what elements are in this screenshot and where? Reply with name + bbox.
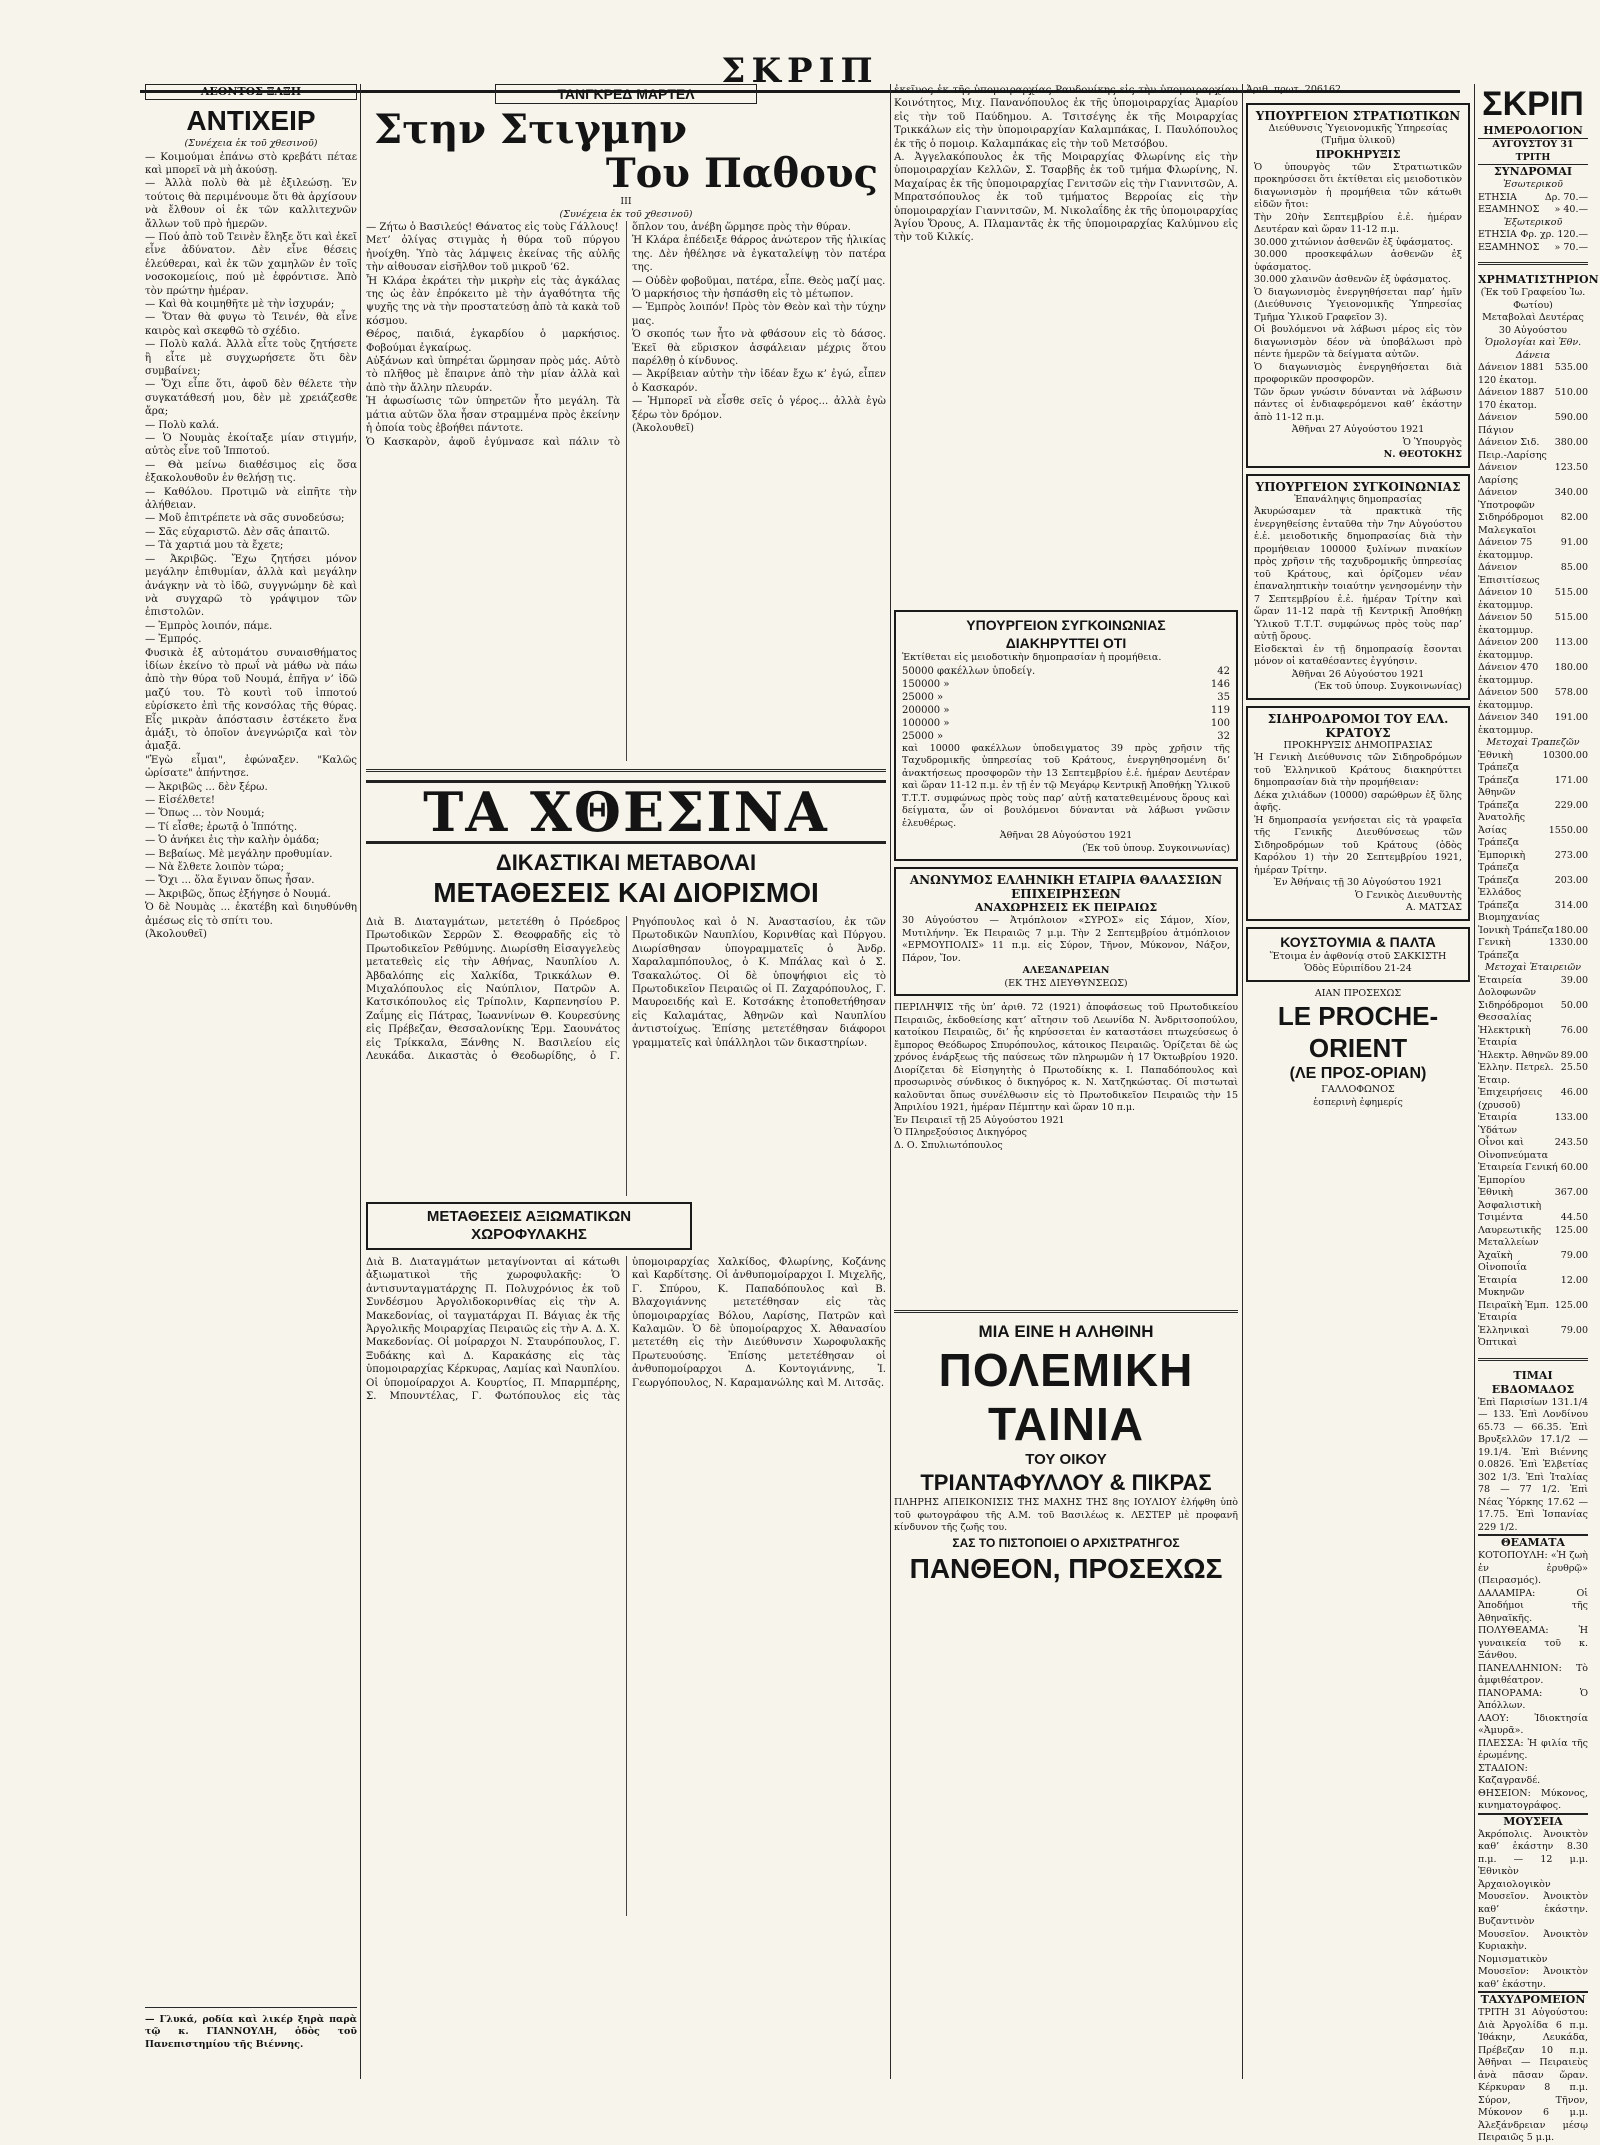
table-row bbox=[1478, 1062, 1588, 1087]
calendar-column bbox=[1478, 84, 1599, 2143]
table-cell: Ἑταιρία Μυκηνῶν bbox=[1478, 1274, 1525, 1298]
film-ad-title: ΠΟΛΕΜΙΚΗ ΤΑΙΝΙΑ bbox=[938, 1344, 1194, 1450]
table-cell: 125.00 bbox=[1554, 1224, 1588, 1236]
ministry-comm-body: Ἀκυρώσαμεν τὰ πρακτικὰ τῆς ἐνεργηθείσης ἐνταῦθα τὴν 7ην Αὐγούστου ἐ.ἐ. μειοδοτικῆς δημοπρασίας διὰ τὴν προμήθειαν 100000 ξυλίνων πινακίων πρὸς χρῆσιν τῆς ταχυδρομικῆς ὑπηρεσίας τοῦ Κράτους, καὶ ὁρίζομεν νέαν ἐπαναληπτικὴν τοιαύτην γενησομένην τὴν 7 Σεπτεμβρίου ἐ.ἐ. ἡμέραν Τρίτην καὶ ὥραν 11-12 παρὰ τῇ Κεντρικῇ Ἀποθήκῃ Ὑλικοῦ Τ.Τ.Τ. συμφώνως πρὸς τοὺς παρ’ αὐτῇ ὅρους. Εἰσδεκταὶ ἐν τῇ δημοπρασίᾳ ἔσονται μόνον οἱ καταθέσαντες ἐγγύησιν. bbox=[1254, 506, 1462, 667]
table-row bbox=[1478, 937, 1588, 962]
table-cell: Τράπεζα Ἑλλάδος bbox=[1478, 874, 1522, 898]
table-cell: 200000 » bbox=[902, 704, 950, 716]
novel-subtitle: (Συνέχεια ἐκ τοῦ χθεσινοῦ) bbox=[559, 208, 693, 220]
table-row bbox=[1478, 1325, 1588, 1350]
table-cell: ΕΞΑΜΗΝΟΣ bbox=[1478, 241, 1540, 253]
newspaper-ad-sub: (ΛΕ ΠΡΟΣ-ΟΡΙΑΝ) bbox=[1289, 1065, 1427, 1082]
table-cell: Ἐθνικὴ Τράπεζα bbox=[1478, 749, 1520, 773]
table-cell: » 70.— bbox=[1554, 241, 1588, 253]
table-row bbox=[1478, 192, 1588, 205]
exchange-date: Μεταβολαὶ Δευτέρας 30 Αὐγούστου bbox=[1482, 312, 1584, 336]
table-cell: Ἰονικὴ Τράπεζα bbox=[1478, 924, 1554, 936]
table-row bbox=[1478, 1187, 1588, 1212]
divider bbox=[894, 1310, 1238, 1313]
serial-antixeir bbox=[145, 84, 361, 2079]
section-subhead-2: ΜΕΤΑΘΕΣΕΙΣ ΚΑΙ ΔΙΟΡΙΣΜΟΙ bbox=[433, 877, 819, 908]
table-cell: Δάνειον 470 ἑκατομμυρ. bbox=[1478, 662, 1539, 686]
table-cell: 12.00 bbox=[1560, 1274, 1588, 1286]
film-ad-header: ΜΙΑ ΕΙΝΕ Η ΑΛΗΘΙΝΗ bbox=[978, 1322, 1154, 1341]
table-row bbox=[1478, 875, 1588, 900]
table-cell: Ἐπιχειρήσεις (χρυσοῦ) bbox=[1478, 1087, 1543, 1111]
ministry-war-notice bbox=[1246, 103, 1470, 468]
film-ad-sub2: ΤΡΙΑΝΤΑΦΥΛΛΟΥ & ΠΙΚΡΑΣ bbox=[920, 1470, 1212, 1495]
table-cell: 273.00 bbox=[1554, 849, 1588, 861]
table-cell: 123.50 bbox=[1554, 462, 1588, 473]
table-row bbox=[1478, 487, 1588, 512]
shipping-company-contact-sub: (ΕΚ ΤΗΣ ΔΙΕΥΘΥΝΣΕΩΣ) bbox=[1004, 977, 1128, 989]
clothing-ad-body: Ἕτοιμα ἐν ἀφθονίᾳ στοῦ ΣΑΚΚΙΣΤΗ Ὁδὸς Εὐριπίδου 21-24 bbox=[1269, 950, 1447, 974]
table-row bbox=[1478, 1300, 1588, 1325]
postal-tender-table bbox=[902, 665, 1230, 743]
table-row bbox=[1478, 775, 1588, 800]
table-row bbox=[1478, 1250, 1588, 1275]
novel-title-line2: Του Παθους bbox=[605, 150, 878, 197]
table-cell: 100000 » bbox=[902, 717, 950, 729]
third-column bbox=[894, 84, 1242, 2079]
column-rule bbox=[1242, 84, 1243, 2079]
column-rule bbox=[890, 84, 891, 2079]
postal-tender-sign: (Ἐκ τοῦ ὑπουρ. Συγκοινωνίας) bbox=[1082, 842, 1230, 854]
table-cell: Σιδηρόδρομοι Μαλεγκαῖοι bbox=[1478, 512, 1544, 536]
table-cell: Ἑταιρεία Γενική Ἐμπορίου bbox=[1478, 1162, 1558, 1186]
table-row bbox=[902, 665, 1230, 678]
table-cell: 42 bbox=[1217, 665, 1230, 677]
table-cell: 515.00 bbox=[1554, 587, 1588, 598]
police-continued: ἐκεῖνος ἐκ τῆς ὑπομοιραρχίας Ραυδονίκης εἰς τὴν ὑπομοιραρχίαν Κοινότητος, Μιχ. Πανανόπουλος ἐκ τῆς ὑπομοιραρχίας Ἀμαρίου εἰς τὴν τοῦ Παύδημου. Α. Τσιτσέγης ἐκ τῆς Μοιραρχίας Τρικκάλων εἰς τὴν ὑπομοιραρχίαν Καλαμπάκας, Ι. Παυλόπουλος ἐκ τῆς ὁ πομοιρ. Καλαμπάκας εἰς τὴν τοῦ Μετσόβου. Α. Ἀγγελακόπουλος ἐκ τῆς Μοιραρχίας Φλωρίνης εἰς τὴν ὑπομοιραρχίαν Κελλῶν, Σ. Τσαρβῆς ἐκ τοῦ τμήμα Φλωρίνης, Ν. Μαχαίρας ἐκ τῆς ὑπομοιραρχίας Γενιτσῶν εἰς τὴν Γιαννιτσῶν, Α. Μπρατσόπουλος ἐκ τοῦ τμήματος Βερροίας εἰς τὴν ὑπομοιραρχίαν Γιαννιτσῶν, Μ. Νικολαΐδης ἐκ τῆς ὑπομοιραρχίας Ἁγίου Ὄρους, Α. Πλαμαντᾶς ἐκ τῆς ὑπομοιραρχίας Καλύμνου εἰς τὴν τοῦ Κιλκίς. bbox=[894, 85, 1238, 244]
serial-body: — Κοιμούμαι ἐπάνω στὸ κρεβάτι πέταε καὶ μπορεῖ νὰ μὴ ἀκούσῃ. — Ἀλλὰ πολὺ θὰ μὲ ἐξιλεώσῃ. Ἐν τούτοις θὰ περιμένουμε ὅτι θὰ ἀρχίσουν νὰ ἔλθουν οἱ ἐκ τῶν καλλιτεχνῶν ἄλλων τοῦ πρὸ ἡμερῶν. — Πού ἀπὸ τοῦ Τεινὲν ἔληξε ὅτι καὶ ἐκεῖ εἶνε ἀδύνατον. Δὲν εἶνε θέσεις ἐλεύθεραι, καὶ ἐκ τῶν χαμηλῶν ἐν τοῖς νοσοκομείοις, πού μὲ ἐφρόντισε. Ἀπὸ τὸν πρώτην ἡμέραν. — Καὶ θὰ κοιμηθῆτε μὲ τὴν ἰσχυράν; — Ὅταν θὰ φυγω τὸ Τεινέν, θὰ εἶνε καιρὸς καὶ σκεφθῶ τὸ σχέδιο. — Πολὺ καλά. Ἀλλὰ εἶτε τοὺς ζητήσετε ἢ εἶτε μὲ συγχωρήσετε ὅτι δὲν συμβαίνει; — Ὅχι εἶπε ὅτι, ἀφοῦ δὲν θέλετε τὴν συγκατάθεσή μου, δὲν μὲ χρειάζεσθε ἄρα; — Πολὺ καλά. — Ὁ Νουμὰς ἐκοίταξε μίαν στιγμήν, αὐτὸς εἶνε τοῦ Ἱπποτού. — Θὰ μείνω διαθέσιμος εἰς ὅσα ἐξακολουθοῦν ἐν θελήσῃ τις. — Καθόλου. Προτιμῶ νὰ εἰπῆτε τὴν ἀλήθειαν. — Μοῦ ἐπιτρέπετε νὰ σᾶς συνοδεύσω; — Σᾶς εὐχαριστῶ. Δὲν σᾶς ἀπαιτῶ. — Τὰ χαρτιά μου τὰ ἔχετε; — Ἀκριβῶς. Ἔχω ζητήσει μόνον μεγάλην ἐπιθυμίαν, ἀλλὰ καὶ μεγάλην ἀνάγκην νὰ τὸ ἰδῶ, συγγνώμην δὲ καὶ νὰ συγχαρῶ τὸ γράψιμον τῶν ἐπιστολῶν. — Ἐμπρὸς λοιπόν, πάμε. — Ἐμπρός. Φυσικὰ ἐξ αὐτομάτου συναισθήματος ἰδίων ἐκείνο τὸ πρωΐ νὰ μάθω νὰ πάω ἀπὸ τὴν θύρα τοῦ Νουμά, ἐπῆγα ν’ ἰδῶ μαζύ του. Τὸ κουτὶ τοῦ ἱπποτού εὑρίσκετο ἐπὶ τῆς κονσόλας τῆς θύρας. Εἶς μικρὰν ἀπόστασιν ἐστέκετο ἕνα ἀμάξι, τὸ ὁποῖον ἀνεγνώριζα καὶ τὸν ἀμαξᾶ. "Ἐγὼ εἶμαι", ἐφώναξεν. "Καλῶς ὡρίσατε" ἀπήντησε. — Ἀκριβῶς ... δὲν ξέρω. — Εἰσέλθετε! — Ὅπως ... τὸν Νουμά; — Τί εἶσθε; ἐρωτᾷ ὁ Ἱππότης. — Ὁ ἀνήκει ἐις τὴν καλὴν ὁμάδα; — Βεβαίως. Μὲ μεγάλην προθυμίαν. — Νὰ ἔλθετε λοιπὸν τώρα; — Ὄχι ... ὅλα ἔγιναν ὅπως ἦσαν. — Ἀκριβῶς, ὅπως ἐξήγησε ὁ Νουμά. Ὁ δὲ Νουμὰς ... ἐκατέβη καὶ διηυθύνθη ἀμέσως εἰς τὸ σπίτι του. (Ἀκολουθεῖ) bbox=[145, 151, 357, 941]
table-cell: 60.00 bbox=[1560, 1162, 1588, 1173]
table-cell: Ἑλλην. Πετρελ. Ἑταιρ. bbox=[1478, 1062, 1554, 1086]
table-cell: Δάνειον Σιδ. Πειρ.-Λαρίσης bbox=[1478, 437, 1547, 461]
table-cell: 380.00 bbox=[1554, 437, 1588, 448]
banks-table bbox=[1478, 750, 1588, 963]
table-cell: Δάνειον 50 ἑκατομμυρ. bbox=[1478, 612, 1534, 636]
table-cell: 35 bbox=[1217, 691, 1230, 703]
companies-table bbox=[1478, 975, 1588, 1350]
table-row bbox=[1478, 229, 1588, 242]
film-ad-venue: ΠΑΝΘΕΟΝ, ΠΡΟΣΕΧΩΣ bbox=[909, 1552, 1223, 1584]
table-row bbox=[1478, 825, 1588, 850]
table-cell: ΕΤΗΣΙΑ bbox=[1478, 191, 1517, 203]
table-cell: 340.00 bbox=[1554, 487, 1588, 498]
section-banner: ΤΑ ΧΘΕΣΙΝΑ bbox=[366, 780, 886, 844]
table-cell: 578.00 bbox=[1554, 687, 1588, 698]
table-cell: 590.00 bbox=[1554, 412, 1588, 423]
table-row bbox=[1478, 687, 1588, 712]
gold-title: ΤΙΜΑΙ ΕΒΔΟΜΑΔΟΣ bbox=[1491, 1368, 1575, 1396]
table-row bbox=[1478, 750, 1588, 775]
film-ad-tag: ΣΑΣ ΤΟ ΠΙΣΤΟΠΟΙΕΙ Ο ΑΡΧΙΣΤΡΑΤΗΓΟΣ bbox=[952, 1535, 1180, 1550]
post-title: ΤΑΧΥΔΡΟΜΕΙΟΝ bbox=[1478, 1991, 1588, 2007]
table-cell: 1550.00 bbox=[1548, 824, 1588, 836]
calendar-sub: ΗΜΕΡΟΛΟΓΙΟΝ bbox=[1483, 124, 1583, 137]
table-row bbox=[1478, 512, 1588, 537]
film-ad-sub1: ΤΟΥ ΟΙΚΟΥ bbox=[1025, 1451, 1107, 1468]
table-row bbox=[1478, 587, 1588, 612]
postal-tender-intro: Ἐκτίθεται εἰς μειοδοτικὴν δημοπρασίαν ἡ προμήθεια. bbox=[902, 652, 1162, 663]
table-cell: 119 bbox=[1210, 704, 1230, 716]
table-cell: Ἀσίας Τράπεζα bbox=[1478, 824, 1520, 848]
exchange-sub: (Ἐκ τοῦ Γραφείου Ἰω. Φωτίου) bbox=[1480, 287, 1586, 311]
shipping-company-notice bbox=[894, 867, 1238, 996]
table-row bbox=[1478, 412, 1588, 437]
ministry-comm-date: Ἀθῆναι 26 Αὐγούστου 1921 bbox=[1291, 668, 1425, 680]
table-row bbox=[1478, 662, 1588, 687]
table-row bbox=[1478, 242, 1588, 255]
table-row bbox=[1478, 900, 1588, 925]
ministry-war-sign2: Ν. ΘΕΟΤΟΚΗΣ bbox=[1383, 449, 1462, 460]
table-cell: 515.00 bbox=[1554, 612, 1588, 623]
postal-tender-notice bbox=[894, 610, 1238, 861]
table-cell: Λαυρεωτικῆς Μεταλλείων bbox=[1478, 1224, 1542, 1248]
column-rule bbox=[360, 84, 361, 2079]
table-cell: Δάνειον 200 ἑκατομμυρ. bbox=[1478, 637, 1539, 661]
ministry-war-sub2: (Τμῆμα ὑλικοῦ) bbox=[1320, 135, 1396, 146]
masthead-title: ΣΚΡΙΠ bbox=[721, 51, 879, 91]
table-row bbox=[902, 691, 1230, 704]
table-cell: 44.50 bbox=[1560, 1212, 1588, 1223]
table-cell: 25000 » bbox=[902, 730, 944, 742]
museums-title: ΜΟΥΣΕΙΑ bbox=[1478, 1813, 1588, 1829]
table-cell: 76.00 bbox=[1560, 1024, 1588, 1036]
table-row bbox=[1478, 1137, 1588, 1162]
calendar-date: ΑΥΓΟΥΣΤΟΥ 31 ΤΡΙΤΗ bbox=[1478, 138, 1588, 165]
notice-text: — Γλυκά, ροδία καὶ λικέρ ξηρὰ παρὰ τῷ κ. ΓΙΑΝΝΟΥΛΗ, ὁδὸς τοῦ Πανεπιστημίου τῆς Βιέννης. bbox=[145, 2013, 361, 2050]
table-cell: Τράπεζα Ἀθηνῶν bbox=[1478, 774, 1520, 798]
table-row bbox=[1478, 562, 1588, 587]
table-cell: Ἐθνικὴ Ἀσφαλιστικὴ bbox=[1478, 1187, 1542, 1211]
table-row bbox=[1478, 800, 1588, 825]
table-row bbox=[1478, 1212, 1588, 1225]
table-cell: Ἑλληνικαὶ Ὀπτικαὶ bbox=[1478, 1324, 1530, 1348]
table-row bbox=[1478, 612, 1588, 637]
table-cell: 229.00 bbox=[1554, 799, 1588, 811]
serial-author: ΛΕΟΝΤΟΣ ΞΑΞΗ bbox=[145, 84, 357, 100]
main-column bbox=[366, 84, 890, 2079]
bonds-table bbox=[1478, 362, 1588, 737]
shipping-company-sub: ΑΝΑΧΩΡΗΣΕΙΣ ΕΚ ΠΕΙΡΑΙΩΣ bbox=[974, 901, 1158, 914]
table-row bbox=[1478, 204, 1588, 217]
table-cell: 25.50 bbox=[1560, 1062, 1588, 1073]
police-transfers-title: ΜΕΤΑΘΕΣΕΙΣ ΑΞΙΩΜΑΤΙΚΩΝ ΧΩΡΟΦΥΛΑΚΗΣ bbox=[366, 1202, 692, 1250]
table-cell: 150000 » bbox=[902, 678, 950, 690]
newspaper-ad-pre: ΑΙΑΝ ΠΡΟΣΕΧΩΣ bbox=[1314, 987, 1402, 999]
table-row bbox=[1478, 925, 1588, 938]
table-cell: 46.00 bbox=[1560, 1087, 1588, 1098]
table-cell: Δάνειον 340 ἑκατομμυρ. bbox=[1478, 712, 1539, 736]
ministry-war-sub: Διεύθυνσις Ὑγειονομικῆς Ὑπηρεσίας bbox=[1268, 122, 1448, 134]
table-row bbox=[1478, 1087, 1588, 1112]
table-cell: 133.00 bbox=[1554, 1112, 1588, 1123]
ministry-comm-notice bbox=[1246, 474, 1470, 700]
table-cell: 100 bbox=[1210, 717, 1230, 729]
table-row bbox=[1478, 537, 1588, 562]
table-cell: 89.00 bbox=[1560, 1049, 1588, 1061]
newspaper-ad-title: LE PROCHE-ORIENT bbox=[1277, 1001, 1439, 1063]
section-subhead-1: ΔΙΚΑΣΤΙΚΑΙ ΜΕΤΑΒΟΛΑΙ bbox=[495, 850, 757, 875]
table-row bbox=[1478, 1000, 1588, 1025]
divider bbox=[1478, 262, 1588, 265]
exchange-bonds-head: Ὁμολογίαι καὶ Ἐθν. Δάνεια bbox=[1484, 337, 1582, 361]
ministry-comm-sub: Ἐπανάληψις δημοπρασίας bbox=[1294, 493, 1422, 505]
table-cell: Δρ. 70.— bbox=[1544, 191, 1588, 203]
table-cell: 82.00 bbox=[1560, 512, 1588, 523]
table-cell: 180.00 bbox=[1554, 924, 1588, 936]
table-cell: 50000 φακέλλων ὑποδείγ. bbox=[902, 665, 1036, 677]
subscriptions-title: ΣΥΝΔΡΟΜΑΙ bbox=[1494, 165, 1572, 178]
film-ad-body: ΠΛΗΡΗΣ ΑΠΕΙΚΟΝΙΣΙΣ ΤΗΣ ΜΑΧΗΣ ΤΗΣ 8ης ΙΟΥΛΙΟΥ ἐλήφθη ὑπὸ τοῦ φωτογράφου τῆς Α.Μ. τοῦ Βασιλέως κ. ΛΕΣΤΕΡ μὲ προφανῆ κίνδυνον τῆς ζωῆς του. bbox=[894, 1497, 1242, 1533]
table-cell: Ἐμπορικὴ Τράπεζα bbox=[1478, 849, 1526, 873]
table-cell: Γενικὴ Τράπεζα bbox=[1478, 937, 1520, 961]
table-cell: 191.00 bbox=[1554, 712, 1588, 723]
table-row bbox=[902, 717, 1230, 730]
postal-tender-date: Ἀθῆναι 28 Αὐγούστου 1921 bbox=[999, 830, 1133, 841]
shipping-company-body: 30 Αὐγούστου — Ἀτμόπλοιον «ΣΥΡΟΣ» εἰς Σάμον, Χίον, Μυτιλήνην. Ἐκ Πειραιῶς 7 μ.μ. Τὴν 2 Σεπτεμβρίου ἀτμόπλοιον «ΕΡΜΟΥΠΟΛΙΣ» 11 π.μ. εἰς Σύρον, Τῆνον, Μύκονον, Νάξον, Πάρον, Ἴον. bbox=[902, 915, 1234, 964]
table-cell: Ἑταιρεία Δολοφωνῶν bbox=[1478, 974, 1537, 998]
table-cell: Δάνειον Ἐπισιτίσεως bbox=[1478, 562, 1540, 586]
theatre-title: ΘΕΑΜΑΤΑ bbox=[1478, 1534, 1588, 1550]
table-cell: Ἑταιρία Ὑδάτων bbox=[1478, 1112, 1518, 1136]
table-cell: Σιδηρόδρομοι Θεσσαλίας bbox=[1478, 999, 1544, 1023]
novel-title-line1: Στην Στιγμην bbox=[374, 106, 688, 153]
table-cell: 180.00 bbox=[1554, 662, 1588, 673]
postal-tender-sub: ΔΙΑΚΗΡΥΤΤΕΙ ΟΤΙ bbox=[1005, 635, 1127, 651]
table-row bbox=[1478, 1275, 1588, 1300]
table-cell: 25000 » bbox=[902, 691, 944, 703]
shipping-company-title: ΑΝΩΝΥΜΟΣ ΕΛΛΗΝΙΚΗ ΕΤΑΙΡΙΑ ΘΑΛΑΣΣΙΩΝ ΕΠΙΧΕΙΡΗΣΕΩΝ bbox=[909, 873, 1223, 901]
theatre-body: ΚΟΤΟΠΟΥΛΗ: «Ἡ ζωὴ ἐν ἐρυθρῷ» (Πειρασμός). ΔΑΛΑΜΙΡΑ: Οἱ Ἀποδήμοι τῆς Ἀθηναϊκῆς. ΠΟΛΥΘΕΑΜΑ: Ἡ γυναικεία τοῦ κ. Ξάνθου. ΠΑΝΕΛΛΗΝΙΟΝ: Τὸ ἀμφιθέατρον. ΠΑΝΟΡΑΜΑ: Ὁ Ἀπόλλων. ΛΑΟΥ: Ἰδιοκτησία «Ἀμυρᾶ». ΠΛΕΣΣΑ: Ἡ φιλία τῆς ἐρωμένης. ΣΤΑΔΙΟΝ: Καζαγρανδέ. ΘΗΣΕΙΟΝ: Μύκονος, κινηματογράφος. bbox=[1478, 1550, 1588, 1811]
film-ad bbox=[894, 1321, 1242, 1587]
table-cell: Δάνειον 75 ἑκατομμυρ. bbox=[1478, 537, 1534, 561]
table-cell: Ἠλεκτρ. Ἀθηνῶν bbox=[1478, 1049, 1559, 1061]
clothing-ad-title: ΚΟΥΣΤΟΥΜΙΑ & ΠΑΛΤΑ bbox=[1280, 933, 1436, 950]
ministry-comm-sign: (Ἐκ τοῦ ὑπουρ. Συγκοινωνίας) bbox=[1314, 681, 1462, 692]
ministry-war-title: ΥΠΟΥΡΓΕΙΟΝ ΣΤΡΑΤΙΩΤΙΚΩΝ bbox=[1255, 108, 1461, 123]
table-row bbox=[1478, 1025, 1588, 1050]
table-cell: Δάνειον 1881 120 ἑκατομ. bbox=[1478, 362, 1545, 386]
newspaper-ad-body: ΓΑΛΛΟΦΩΝΟΣ ἑσπερινὴ ἐφημερίς bbox=[1313, 1084, 1403, 1108]
divider bbox=[1478, 1358, 1588, 1361]
table-cell: ΕΤΗΣΙΑ bbox=[1478, 229, 1517, 240]
table-row bbox=[1478, 850, 1588, 875]
judicial-changes-text: Διὰ Β. Διαταγμάτων, μετετέθη ὁ Πρόεδρος Πρωτοδικῶν Σερρῶν Σ. Θεοφραδῆς εἰς τὸ Πρωτοδικεῖον Ρεθύμνης. Διωρίσθη Εἰσαγγελεὺς μετατεθεὶς εἰς τὴν Αθήνας, Ναυπλίου Λ. Ἀβδαλόπης εἰς Χαλκίδα, Τρικκάλων Θ. Μιχαλόπουλος εἰς Ναύπλιον, Πατρῶν Α. Κατσικόπουλος εἰς Τρίπολιν, Καρπενησίου Ρ. Ζαΐμης εἰς Πάτρας, Ἰωαννίνων Θ. Κουρεσύνης εἰς Πρέβεζαν, Θεσσαλονίκης Ἐρμ. Σαουνάτος εἰς Τρίκκαλα, Ξάνθης Ν. Βασιλείου εἰς Λευκάδα. Δικαστὰς ὁ Θεοδωρίδης, ὁ Γ. Ρηγόπουλος καὶ ὁ Ν. Ἀναστασίου, ἐκ τῶν Πρωτοδικῶν Ναυπλίου, Κορινθίας καὶ Πύργου. Διωρίσθησαν ὑπογραμματεῖς ὁ Ἀνδρ. Χαραλαμπόπουλος, ὁ Κ. Μπάλας καὶ ὁ Σ. Τσακαλώτος. Οἱ δὲ ὑποψήφιοι εἰς τὸ Πρωτοδικεῖον Πειραιῶς οἱ Π. Ζαχαρόπουλος, Γ. Μαυροειδής καὶ Ε. Κοτσάκης ἐτοποθετήθησαν εἰς Καλαμάτας, Ἀθηνῶν καὶ Ναυπλίου ἀντιστοίχως. Ἐπίσης μετετέθησαν διάφοροι γραμματεῖς καὶ ὑπάλληλοι τῶν δικαστηρίων. bbox=[366, 917, 890, 1063]
subscriptions-abroad: Ἐξωτερικοῦ bbox=[1503, 216, 1563, 228]
table-cell: 367.00 bbox=[1554, 1187, 1588, 1198]
table-row bbox=[1478, 462, 1588, 487]
table-cell: » 40.— bbox=[1554, 204, 1588, 215]
table-cell: 50.00 bbox=[1560, 999, 1588, 1011]
novel-body: — Ζήτω ὁ Βασιλεύς! Θάνατος εἰς τοὺς Γάλλους! Μετ’ ὀλίγας στιγμὰς ἡ θύρα τοῦ πύργου ἠνοίχθη. Ὑπὸ τὰς λάμψεις ἐκείνας τῆς αὐλῆς τὴν αἰθουσαν εἰσῆλθον τοῦ μικροῦ ’62. Ἦ Κλάρα ἐκράτει τὴν μικρὴν εἰς τὰς ἀγκάλας της ὡς ἐὰν ἐπρόκειτο μὲ τὴν ἀγαθότητα τῆς ψυχῆς της νὰ τὴν προστατεύσῃ ἀπὸ τὰ κακὰ τοῦ κόσμου. Θέρος, παιδιά, ἐγκαρδίου ὁ μαρκήσιος. Φοβούμαι ἐγκαίρως. Αὐξάνων καὶ ὑπηρέται ὥρμησαν πρὸς μάς. Αὐτὸ τὸ πλῆθος μὲ ἔπαιρνε ἀπὸ τὴν μίαν ἀλλὰ καὶ ἀπὸ τὴν ἄλλην πλευράν. Ἡ ἀφωσίωσις τῶν ὑπηρετῶν ἦτο μεγάλη. Τὰ μάτια αὐτῶν ὅλα ἦσαν στραμμένα πρὸς ἐκείνην ἡ ὁποία τοὺς ἐβοήθει πάντοτε. Ὁ Κασκαρὸν, ἀφοῦ ἐγύμνασε καὶ πάλιν τὸ ὅπλον του, ἀνέβη ὥρμησε πρὸς τὴν θύραν. Ἡ Κλάρα ἐπέδειξε θάρρος ἀνώτερον τῆς ἡλικίας της. Δὲν ἠθέλησε νὰ ἐγκαταλείψῃ τὸν πατέρα της. — Οὐδὲν φοβοῦμαι, πατέρα, εἶπε. Θεὸς μαζί μας. Ὁ μαρκήσιος τὴν ἠσπάσθη εἰς τὸ μέτωπον. — Ἐμπρὸς λοιπόν! Πρὸς τὸν Θεὸν καὶ τὴν τύχην μας. Ὁ σκοπός των ἦτο νὰ φθάσουν εἰς τὸ δάσος. Ἐκεῖ θὰ εὕρισκον ἀσφάλειαν μέχρις ὅτου παρέλθῃ ὁ κίνδυνος. — Ἀκρίβειαν αὐτὴν τὴν ἰδέαν ἔχω κ’ ἐγώ, εἶπεν ὁ Κασκαρόν. — Ἡμπορεῖ νὰ εἶσθε σεῖς ὁ γέρος... ἀλλὰ ἐγὼ ξέρω τὸν δρόμον. (Ἀκολουθεῖ) bbox=[366, 222, 886, 448]
clothing-ad bbox=[1246, 927, 1470, 982]
railway-sub: ΠΡΟΚΗΡΥΞΙΣ ΔΗΜΟΠΡΑΣΙΑΣ bbox=[1283, 739, 1433, 751]
railway-title: ΣΙΔΗΡΟΔΡΟΜΟΙ ΤΟΥ ΕΛΛ. ΚΡΑΤΟΥΣ bbox=[1267, 711, 1449, 740]
table-cell: Δάνειον 500 ἑκατομμυρ. bbox=[1478, 687, 1539, 711]
table-row bbox=[902, 678, 1230, 691]
table-cell: 113.00 bbox=[1554, 637, 1588, 648]
table-row bbox=[1478, 1162, 1588, 1187]
serial-subtitle: (Συνέχεια ἐκ τοῦ χθεσινοῦ) bbox=[184, 138, 318, 149]
table-cell: 535.00 bbox=[1554, 362, 1588, 373]
serial-title: ΑΝΤΙΧΕΙΡ bbox=[186, 105, 316, 136]
table-cell: 510.00 bbox=[1554, 387, 1588, 398]
table-cell: 39.00 bbox=[1560, 974, 1588, 986]
table-row bbox=[902, 730, 1230, 743]
table-row bbox=[1478, 437, 1588, 462]
table-row bbox=[902, 704, 1230, 717]
table-cell: 1330.00 bbox=[1548, 937, 1588, 948]
fourth-column bbox=[1246, 84, 1470, 2079]
divider bbox=[145, 2007, 357, 2008]
divider bbox=[366, 769, 886, 772]
table-row bbox=[1478, 1050, 1588, 1063]
table-cell: Δάνειον 1887 170 ἑκατομ. bbox=[1478, 387, 1545, 411]
table-cell: Δάνειον Πάγιον bbox=[1478, 412, 1518, 436]
table-cell: 32 bbox=[1217, 730, 1230, 742]
table-row bbox=[1478, 1112, 1588, 1137]
column-rule bbox=[1474, 84, 1475, 2079]
railway-body: Ἡ Γενικὴ Διεύθυνσις τῶν Σιδηροδρόμων τοῦ Ἑλληνικοῦ Κράτους διακηρύττει δημοπρασίαν διὰ τὴν προμήθειαν: Δέκα χιλιάδων (10000) σαρώθρων ἐξ ὕλης ἀφῆς. Ἡ δημοπρασία γενήσεται εἰς τὰ γραφεῖα τῆς Γενικῆς Διευθύνσεως τῶν Σιδηροδρόμων τοῦ Κράτους (ὁδὸς Καρόλου 1) τὴν 20 Σεπτεμβρίου 1921, ἡμέραν Τρίτην. bbox=[1254, 752, 1462, 876]
railway-date: Ἐν Ἀθήναις τῇ 30 Αὐγούστου 1921 bbox=[1273, 877, 1443, 888]
table-cell: Τράπεζα Βιομηχανίας bbox=[1478, 899, 1540, 923]
table-cell: Δάνειον Ὑποτροφῶν bbox=[1478, 487, 1535, 511]
ministry-war-notice-label: ΠΡΟΚΗΡΥΞΙΣ bbox=[1315, 147, 1401, 161]
bankruptcy-notice: ΠΕΡΙΛΗΨΙΣ τῆς ὑπ’ ἀριθ. 72 (1921) ἀποφάσεως τοῦ Πρωτοδικείου Πειραιῶς, ἐκδοθείσης κατ’ αἴτησιν τοῦ Λεωνίδα Ν. Ἀνδριτσοπούλου, κατοίκου Πειραιῶς, δι’ ἧς κηρύσσεται ἐν καταστάσει πτωχεύσεως ὁ ἔμπορος Θεόδωρος Σπυρόπουλος, κάτοικος Πειραιῶς. Ὁρίζεται δὲ ὡς χρόνος ἐνάρξεως τῆς παύσεως τῶν πληρωμῶν ἡ 17 Ὀκτωβρίου 1920. Διορίζεται δὲ Εἰσηγητὴς ὁ Πρωτοδίκης κ. Ι. Παπαδόπουλος καὶ προσωρινὸς σύνδικος ὁ δικηγόρος κ. Ν. Χατζηκώστας. Οἱ πιστωταὶ καλοῦνται ὅπως συνέλθωσιν εἰς τὸ Πρωτοδικεῖον Πειραιῶς τὴν 15 Ἀπριλίου 1921, ἡμέραν Πέμπτην καὶ ὥραν 10 π.μ. Ἐν Πειραιεῖ τῇ 25 Αὐγούστου 1921 Ὁ Πληρεξούσιος Δικηγόρος Δ. Ο. Σπυλιωτόπουλος bbox=[894, 1002, 1238, 1151]
novel-section: ΙΙΙ bbox=[620, 196, 632, 207]
table-cell: 171.00 bbox=[1554, 774, 1588, 786]
table-cell: 79.00 bbox=[1560, 1324, 1588, 1336]
table-cell: 146 bbox=[1210, 678, 1230, 690]
postal-tender-body: καὶ 10000 φακέλλων ὑποδειγματος 39 πρὸς χρῆσιν τῆς Ταχυδρομικῆς ὑπηρεσίας τοῦ Κράτους, ἐνεργηθησομένη δι’ ἀνακτήσεως προσφορῶν τὴν 13 Σεπτεμβρίου ἐ.ἐ. ἡμέραν Δευτέραν καὶ ὥραν 11-12 π.μ. ἐν τῇ ἐν τῷ Μεγάρῳ Κεντρικῇ Ἀποθήκῃ Ὑλικοῦ Τ.Τ.Τ. συμφώνως πρὸς τοὺς παρ’ αὐτῇ κατατεθειμένους ὅρους καὶ δείγματα, ὧν οἱ βουλόμενοι δύνανται νὰ λάβωσι γνῶσιν ἐλευθέρως. bbox=[902, 742, 1234, 829]
table-cell: ΕΞΑΜΗΝΟΣ bbox=[1478, 204, 1540, 215]
subscriptions-home: Ἐσωτερικοῦ bbox=[1503, 179, 1563, 190]
table-row bbox=[1478, 387, 1588, 412]
table-cell: 91.00 bbox=[1560, 537, 1588, 548]
exchange-companies-head: Μετοχαὶ Ἑταιρειῶν bbox=[1484, 962, 1582, 973]
novel-author: ΤΑΝΓΚΡΕΔ ΜΑΡΤΕΛ bbox=[495, 84, 757, 104]
exchange-title: ΧΡΗΜΑΤΙΣΤΗΡΙΟΝ bbox=[1478, 273, 1599, 286]
gold-body: Ἐπὶ Παρισίων 131.1/4 — 133. Ἐπὶ Λονδίνου 65.73 — 66.35. Ἐπὶ Βρυξελλῶν 17.1/2 — 19.1/4. Ἐπὶ Βιέννης 0.0826. Ἐπὶ Ἑλβετίας 302 1/3. Ἐπὶ Ἰταλίας 78 — 77 1/2. Ἐπὶ Νέας Ὑόρκης 17.62 — 17.75. Ἐπὶ Ἰσπανίας 229 1/2. bbox=[1478, 1396, 1592, 1533]
table-cell: 85.00 bbox=[1560, 562, 1588, 573]
table-cell: Ἠλεκτρικὴ Ἑταιρία bbox=[1478, 1024, 1531, 1048]
newspaper-ad bbox=[1246, 988, 1470, 1110]
table-row bbox=[1478, 637, 1588, 662]
table-cell: Πειραϊκὴ Ἐμπ. Ἑταιρία bbox=[1478, 1299, 1549, 1323]
museums-body: Ἀκρόπολις. Ἀνοικτὸν καθ’ ἑκάστην 8.30 π.μ. — 12 μ.μ. Ἐθνικὸν Ἀρχαιολογικὸν Μουσεῖον. Ἀνοικτὸν καθ’ ἑκάστην. Βυζαντινὸν Μουσεῖον. Ἀνοικτὸν Κυριακὴν. Νομισματικὸν Μουσεῖον: Ἀνοικτὸν καθ’ ἑκάστην. bbox=[1478, 1828, 1592, 1990]
ministry-comm-title: ΥΠΟΥΡΓΕΙΟΝ ΣΥΓΚΟΙΝΩΝΙΑΣ bbox=[1255, 479, 1461, 494]
table-cell: 125.00 bbox=[1554, 1299, 1588, 1311]
ministry-war-sign1: Ὁ Ὑπουργὸς bbox=[1402, 436, 1462, 448]
table-row bbox=[1478, 362, 1588, 387]
table-cell: Τσιμέντα bbox=[1478, 1212, 1524, 1223]
police-transfers-text: Διὰ Β. Διαταγμάτων μεταγίνονται αἱ κάτωθι ἀξιωματικοὶ τῆς χωροφυλακῆς: Ὁ ἀντισυνταγματάρχης Π. Πολυχρόνιος ἐκ τοῦ Συνδέσμου Ἀργολιδοκορινθίας εἰς τὴν Α. Μακεδονίας, οἱ ταγματάρχαι Π. Βάγιας ἐκ τῆς Ἀργολικῆς Μοιραρχίας Πειραιῶς εἰς τὴν Α. Δ. Χ. Μακεδονίας. Οἱ μοίραρχοι Ν. Σταυρόπουλος, Γ. Ξυδάκης καὶ Δ. Καρακάσης εἰς τὰς ὑπομοιραρχίας Κέρκυρας, Λαμίας καὶ Ναυπλίου. Οἱ ὑπομοίραρχοι Α. Κουρτίος, Π. Μπαρμπέρης, Σ. Μπουντέλας, Γ. Φωτόπουλος εἰς τὰς ὑπομοιραρχίας Χαλκίδος, Φλωρίνης, Κοζάνης καὶ Καρδίτσης. Οἱ ἀνθυπομοίραρχοι Ι. Μιχελῆς, Γ. Σπύρου, Κ. Παπαδόπουλος καὶ Β. Βλαχογιάννης μετετέθησαν εἰς τὰς ὑπομοιραρχίας Βόλου, Λαρίσης, Πατρῶν καὶ Καλαμῶν. Ὁ δὲ ὑπομοίραρχος Χ. Ἀθανασίου μετετέθη εἰς τὴν Διεύθυνσιν Χωροφυλακῆς Πρωτευούσης. Ἐπίσης μετετέθησαν οἱ ἀνθυπομοίραρχοι Δ. Κοντογιάννης, Ἰ. Γεωργόπουλος, Ν. Καραμανώλης καὶ Μ. Λιτσᾶς. bbox=[366, 1257, 890, 1403]
table-cell: 79.00 bbox=[1560, 1249, 1588, 1261]
table-cell: 203.00 bbox=[1554, 874, 1588, 886]
issue-number: Ἀριθ. πρωτ. 206162 bbox=[1246, 84, 1342, 95]
postal-tender-title: ΥΠΟΥΡΓΕΙΟΝ ΣΥΓΚΟΙΝΩΝΙΑΣ bbox=[966, 617, 1166, 633]
table-row bbox=[1478, 975, 1588, 1000]
exchange-banks-head: Μετοχαὶ Τραπεζῶν bbox=[1486, 737, 1580, 748]
table-cell: 243.50 bbox=[1554, 1137, 1588, 1148]
table-cell: Φρ. χρ. 120.— bbox=[1520, 229, 1588, 240]
table-cell: Δάνειον Λαρίσης bbox=[1478, 462, 1519, 486]
shipping-company-contact: ΑΛΕΞΑΝΔΡΕΙΑΝ bbox=[1022, 965, 1110, 976]
calendar-title: ΣΚΡΙΠ bbox=[1482, 85, 1584, 123]
table-row bbox=[1478, 1225, 1588, 1250]
table-cell: Τράπεζα Ἀνατολῆς bbox=[1478, 799, 1526, 823]
table-cell: Ἀχαϊκὴ Οἰνοποιΐα bbox=[1478, 1249, 1527, 1273]
table-cell: 10300.00 bbox=[1542, 749, 1588, 761]
ministry-war-body: Ὁ ὑπουργὸς τῶν Στρατιωτικῶν προκηρύσσει ὅτι ἐκτίθεται εἰς μειοδοτικὸν διαγωνισμὸν ἡ προμήθεια τῶν κάτωθι εἰδῶν ἤτοι: Τὴν 20ὴν Σεπτεμβρίου ἐ.ἐ. ἡμέραν Δευτέραν καὶ ὥραν 11-12 π.μ. 30.000 χιτώνιον ἀσθενῶν ἐξ ὑφάσματος. 30.000 προσκεφάλων ἀσθενῶν ἐξ ὑφάσματος. 30.000 χλαινῶν ἀσθενῶν ἐξ ὑφάσματος. Ὁ διαγωνισμὸς ἐνεργηθήσεται παρ’ ἡμῖν (Διεύθυνσις Ὑγειονομικῆς Ὑπηρεσίας Τμῆμα Ὑλικοῦ Γραφεῖον 3). Οἱ βουλόμενοι νὰ λάβωσι μέρος εἰς τὸν διαγωνισμὸν δέον νὰ ὑποβάλωσι πρὸ πέντε ἡμερῶν τὰ δείγματα αὐτῶν. Ὁ διαγωνισμὸς ἐνεργηθήσεται διὰ προφορικῶν προσφορῶν. Τῶν ὅρων γνώσιν δύνανται νὰ λάβωσιν πάντες οἱ ἐνδιαφερόμενοι καθ’ ἑκάστην ἀπὸ 11-12 π.μ. bbox=[1254, 161, 1462, 423]
railway-sign: Ὁ Γενικὸς Διευθυντὴς Α. ΜΑΤΣΑΣ bbox=[1354, 889, 1462, 913]
table-cell: Δάνειον 10 ἑκατομμυρ. bbox=[1478, 587, 1534, 611]
table-row bbox=[1478, 712, 1588, 737]
railway-notice bbox=[1246, 706, 1470, 921]
ministry-war-date: Ἀθῆναι 27 Αὐγούστου 1921 bbox=[1291, 424, 1425, 435]
table-cell: Οἶνοι καὶ Οἰνοπνεύματα bbox=[1478, 1137, 1548, 1161]
table-cell: 314.00 bbox=[1554, 899, 1588, 911]
post-body: ΤΡΙΤΗ 31 Αὐγούστου: Διὰ Ἀργολίδα 6 π.μ. Ἰθάκην, Λευκάδα, Πρέβεζαν 10 π.μ. Ἀθῆναι — Πειραιεὺς ἀνὰ πᾶσαν ὥραν. Κέρκυραν 8 π.μ. Σύρον, Τῆνον, Μύκονον 6 μ.μ. Ἀλεξάνδρειαν μέσῳ Πειραιῶς 5 μ.μ. bbox=[1478, 2007, 1592, 2143]
